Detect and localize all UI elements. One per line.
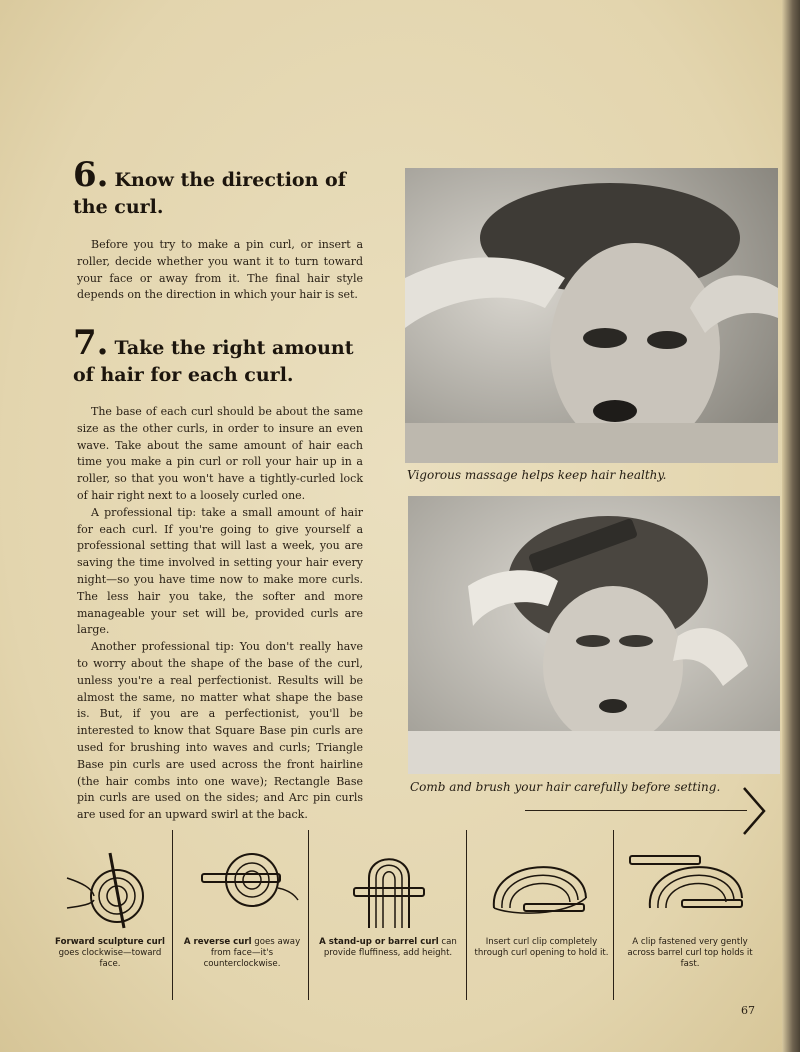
section-7-paragraph-2: A professional tip: take a small amount of hair for each curl. If you're going to give yourself a professional setting that will last a week, you are saving the time involved in setting your hair every night—so you have time now to make more curls. The less hair you take, the softer and more manageable your set will be, provided curls are large. — [77, 505, 363, 637]
caption-rule — [525, 810, 747, 811]
section-7-number: 7. — [73, 323, 109, 363]
panel-5-caption — [620, 937, 760, 970]
chevron-right-icon — [740, 786, 770, 836]
woman-combing-photo-icon — [408, 496, 780, 774]
section-7-title: Take the right amount of hair for each curl. — [73, 337, 354, 386]
panel-2-caption-bold: A reverse curl — [183, 937, 252, 947]
page-number: 67 — [741, 1004, 755, 1017]
curl-clip-icon — [474, 838, 609, 933]
fastened-clip-icon — [620, 838, 760, 933]
panel-3-caption — [314, 937, 462, 959]
panel-1-caption-text: goes clockwise—toward face. — [58, 948, 162, 969]
photo-massage — [405, 168, 778, 463]
section-7-body — [77, 404, 363, 824]
panel-3-caption-text: can provide fluffiness, add height. — [323, 937, 457, 958]
illustration-reverse-curl — [180, 830, 304, 1000]
panel-2-caption-text: goes away from face—it's counterclockwise. — [203, 937, 301, 969]
panel-divider — [308, 830, 309, 1000]
section-6-paragraph: Before you try to make a pin curl, or insert a roller, decide whether you want it to turn toward your face or away from it. The final hair style depends on the direction in which your hair is set. — [77, 238, 363, 302]
panel-1-caption — [52, 937, 168, 970]
section-6-number: 6. — [73, 155, 109, 195]
panel-1-caption-bold: Forward sculpture curl — [55, 937, 165, 947]
illustration-clip-fastened — [620, 830, 760, 1000]
section-7-heading — [73, 323, 373, 389]
illustration-insert-clip — [474, 830, 609, 1000]
panel-4-caption-text: Insert curl clip completely through curl opening to hold it. — [474, 937, 609, 958]
section-6-heading — [73, 155, 373, 221]
panel-divider — [172, 830, 173, 1000]
section-6-title: Know the direction of the curl. — [73, 169, 346, 218]
photo-comb — [408, 496, 780, 774]
page-edge-shadow — [782, 0, 800, 1052]
panel-3-caption-bold: A stand-up or barrel curl — [319, 937, 439, 947]
section-7-paragraph-3: Another professional tip: You don't really have to worry about the shape of the base of the curl, unless you're a real perfectionist. Results will be almost the same, no matter what shape the base is. But, if you are a perfectionist, you'll be interested to know that Square Base pin curls are used for brushing into waves and curls; Triangle Base pin curls are used across the front hairline (the hair combs into one wave); Rectangle Base pin curls are used on the sides; and Arc pin curls are used for an upward swirl at the back. — [77, 640, 363, 822]
panel-5-caption-text: A clip fastened very gently across barrel curl top holds it fast. — [627, 937, 753, 969]
forward-curl-icon — [52, 838, 168, 933]
panel-4-caption — [474, 937, 609, 959]
photo-2-caption: Comb and brush your hair carefully before setting. — [410, 780, 721, 794]
barrel-curl-icon — [314, 838, 462, 933]
photo-1-caption: Vigorous massage helps keep hair healthy. — [407, 468, 667, 482]
illustration-forward-curl — [52, 830, 168, 1000]
woman-massage-photo-icon — [405, 168, 778, 463]
reverse-curl-icon — [180, 838, 304, 933]
panel-2-caption — [180, 937, 304, 970]
panel-divider — [613, 830, 614, 1000]
section-7-paragraph-1: The base of each curl should be about the same size as the other curls, in order to insure an even wave. Take about the same amount of hair each time you make a pin curl or roll your hair up in a roller, so that you won't have a tightly-curled lock of hair right next to a loosely curled one. — [77, 405, 363, 502]
illustration-standup-curl — [314, 830, 462, 1000]
panel-divider — [466, 830, 467, 1000]
